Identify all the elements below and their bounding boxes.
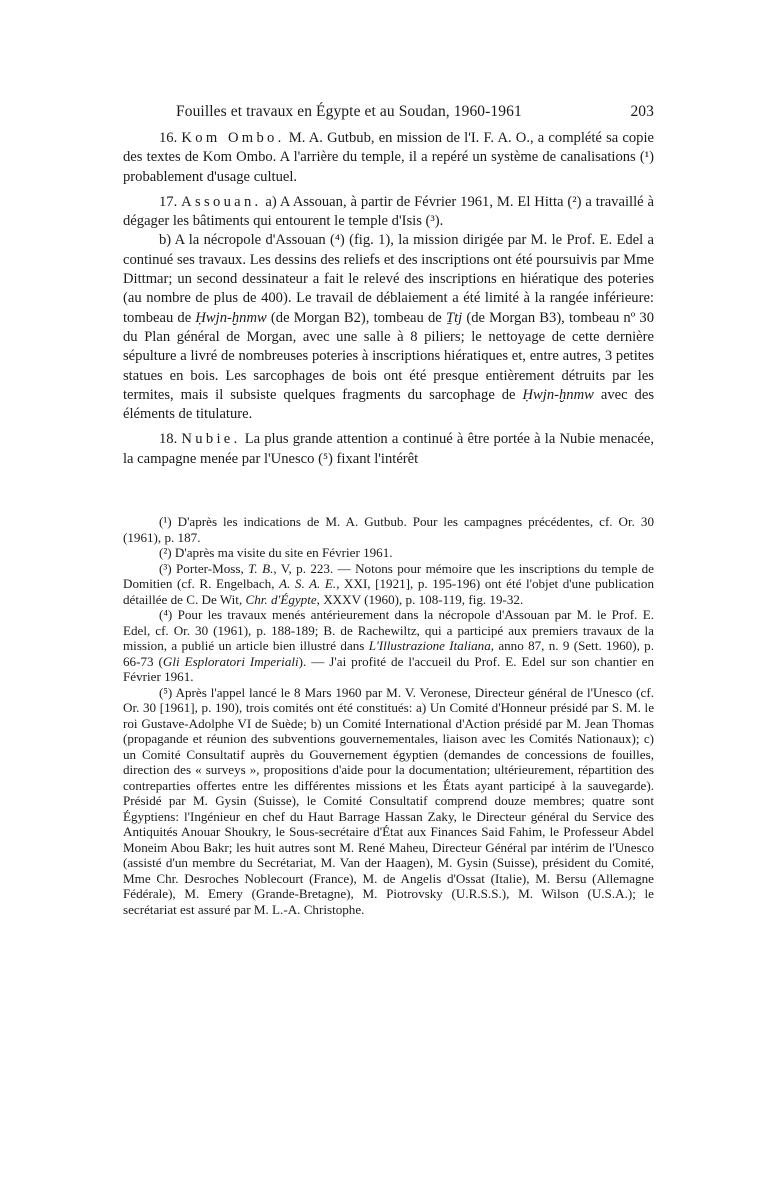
- footnote-text: , V, p. 223. — Notons pour mémoire que les inscriptions du temple de Domitien (cf. R. Engelbach,: [123, 560, 654, 591]
- paragraph-text: La plus grande attention a continué à être portée à la Nubie menacée, la campagne menée par l'Unesco (⁵) fixant l'intérêt: [123, 431, 654, 467]
- footnote-2: (²) D'après ma visite du site en Février 1961.: [159, 545, 393, 560]
- paragraph-text: (de Morgan B2), tombeau de: [266, 309, 446, 326]
- section-number: 18.: [159, 431, 178, 448]
- paragraph-assouan: [123, 193, 654, 232]
- journal-title: L'Illustrazione Italiana: [368, 638, 491, 653]
- paragraph-text: avec des éléments de titulature.: [123, 386, 654, 423]
- paragraph-text: M. A. Gutbub, en mission de l'I. F. A. O., a complété sa copie des textes de Kom Ombo. A l'arrière du temple, il a repéré un système de canalisations (¹) probablement d'usage cultuel.: [123, 130, 654, 185]
- tomb-name: Ṯtj: [445, 309, 463, 326]
- footnote-3: [123, 561, 654, 608]
- section-number: 16.: [159, 130, 178, 146]
- footnotes: [123, 514, 654, 917]
- footnote-1: (¹) D'après les indications de M. A. Gutbub. Pour les campagnes précédentes, cf. Or. 30 (1961), p. 187.: [123, 514, 654, 545]
- journal-title: T. B.: [248, 560, 274, 576]
- section-place: Assouan.: [181, 193, 262, 210]
- tomb-name: Ḥwjn-ḫnmw: [195, 309, 267, 326]
- footnote-text: (⁴) Pour les travaux menés antérieurement dans la nécropole d'Assouan par M. le Prof. E. Edel, cf. Or. 30 (1961), p. 188-189; B. de Rachewiltz, qui a participé aux premiers travaux de la mission, a publié un article bien illustré dans: [123, 607, 654, 653]
- footnote-text: ). — J'ai profité de l'accueil du Prof. E. Edel sur son chantier en Février 1961.: [123, 653, 654, 684]
- section-place: Kom Ombo.: [181, 130, 285, 146]
- paragraph-text: b) A la nécropole d'Assouan (⁴) (fig. 1), la mission dirigée par M. le Prof. E. Edel a continué ses travaux. Les dessins des reliefs et des inscriptions ont été poursuivis par Mme Dittmar; un second dessinateur a fait le relevé des inscriptions en hiératique des poteries (au nombre de plus de 400). Le travail de déblaiement a été limité à la rangée inférieure: tombeau de: [123, 232, 654, 326]
- journal-title: Chr. d'Égypte: [245, 591, 317, 607]
- page-number: 203: [630, 103, 654, 120]
- main-text: [123, 129, 654, 469]
- paragraph-necropole: [123, 231, 654, 424]
- footnote-4: [123, 607, 654, 685]
- paragraph-nubie: [123, 430, 654, 469]
- running-title: Fouilles et travaux en Égypte et au Soudan, 1960-1961: [176, 103, 522, 120]
- footnote-text: , anno 87, n. 9 (Sett. 1960), p. 66-73 (: [123, 638, 654, 669]
- footnote-text: , XXXV (1960), p. 108-119, fig. 19-32.: [316, 591, 524, 607]
- paragraph-text: (de Morgan B3), tombeau nº 30 du Plan général de Morgan, avec une salle à 8 piliers; le nettoyage de cette dernière sépulture a livré de nombreuses poteries à inscriptions hiératiques et, entre autres, 3 petites statues en bois. Les sarcophages de bois ont été presque entièrement détruits par les termites, mais il subsiste quelques fragments du sarcophage de: [123, 309, 655, 403]
- footnote-text: (³) Porter-Moss,: [159, 560, 249, 576]
- tomb-name: Ḥwjn-ḫnmw: [522, 386, 594, 403]
- footnote-text: , XXI, [1921], p. 195-196) ont été l'objet d'une publication détaillée de C. De Wit,: [123, 576, 654, 607]
- paragraph-kom-ombo: [123, 129, 654, 187]
- article-title: Gli Esploratori Imperiali: [162, 653, 299, 669]
- paragraph-text: a) A Assouan, à partir de Février 1961, M. El Hitta (²) a travaillé à dégager les bâtiments qui entourent le temple d'Isis (³).: [123, 193, 654, 230]
- section-place: Nubie.: [181, 431, 241, 448]
- section-number: 17.: [159, 193, 178, 210]
- footnote-5: (⁵) Après l'appel lancé le 8 Mars 1960 par M. V. Veronese, Directeur général de l'Unesco (cf. Or. 30 [1961], p. 190), trois comités ont été constitués: a) Un Comité d'Honneur présidé par S. M. le roi Gustave-Adolphe VI de Suède; b) un Comité International d'Action présidé par M. Jean Thomas (propagande et réunion des subventions gouvernementales, liaison avec les Comités Nationaux); c) un Comité Consultatif auprès du Gouvernement égyptien (demandes de concessions de fouilles, direction des « surveys », propositions d'aide pour la documentation; ultérieurement, répartition des contreparties offertes entre les différentes missions et les États ayant participé à la sauvegarde). Présidé par M. Gysin (Suisse), le Comité Consultatif comprend douze membres; quatre sont Égyptiens: l'Ingénieur en chef du Haut Barrage Hassan Zaky, le Directeur général du Service des Antiquités Anouar Shoukry, le Sous-secrétaire d'État aux Finances Said Fahim, le Professeur Abdel Moneim Abou Bakr; les huit autres sont M. René Maheu, Directeur Général par intérim de l'Unesco (assisté d'un membre du Secrétariat, M. Van der Haagen), M. Gysin (Suisse), président du Comité, Mme Chr. Desroches Noblecourt (France), M. de Angelis d'Ossat (Italie), M. Bersu (Allemagne Fédérale), M. Emery (Grande-Bretagne), M. Piotrovsky (U.R.S.S.), M. Wilson (U.S.A.); le secrétariat est assuré par M. L.-A. Christophe.: [123, 684, 654, 917]
- journal-title: A. S. A. E.: [279, 576, 337, 591]
